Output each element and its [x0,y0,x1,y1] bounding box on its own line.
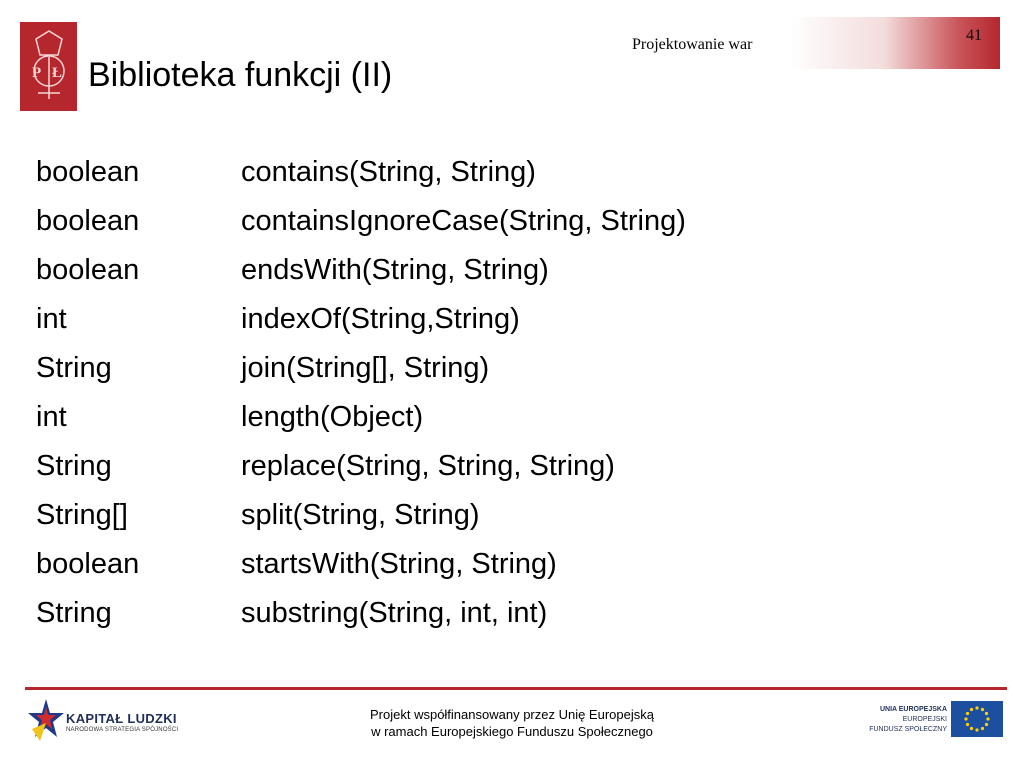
function-signature: split(String, String) [241,499,480,531]
eu-label-line-3: FUNDUSZ SPOŁECZNY [869,726,947,733]
return-type: int [36,401,67,433]
cofinancing-line-1: Projekt współfinansowany przez Unię Europejską [370,707,654,722]
return-type: int [36,303,67,335]
return-type: boolean [36,548,140,580]
function-signature: length(Object) [241,401,424,433]
course-label: Projektowanie war [632,36,753,53]
function-signature: contains(String, String) [241,156,536,188]
eu-label-line-1: UNIA EUROPEJSKA [879,706,947,713]
svg-text:P: P [31,64,41,81]
eu-flag-icon [951,701,1003,737]
function-signature: substring(String, int, int) [241,597,548,629]
pl-crest-icon [24,27,74,107]
function-signature: join(String[], String) [241,352,490,384]
slide-title: Biblioteka funkcji (II) [88,56,393,94]
cofinancing-line-2: w ramach Europejskiego Funduszu Społecznego [371,724,653,739]
return-type: String [36,352,112,384]
return-type: boolean [36,205,140,237]
svg-text:Ł: Ł [51,64,62,81]
slide-number: 41 [966,27,982,44]
return-type: String[] [36,499,128,531]
return-type: boolean [36,254,140,286]
kapital-ludzki-title: KAPITAŁ LUDZKI [66,711,177,726]
function-signature: replace(String, String, String) [241,450,615,482]
function-signature: containsIgnoreCase(String, String) [241,205,686,237]
university-logo [20,22,77,111]
eu-label-line-2: EUROPEJSKI [902,716,947,723]
function-signature: startsWith(String, String) [241,548,557,580]
function-signature: indexOf(String,String) [241,303,520,335]
return-type: boolean [36,156,140,188]
return-type: String [36,450,112,482]
function-signature: endsWith(String, String) [241,254,549,286]
return-type: String [36,597,112,629]
eu-fund-label [852,705,947,735]
footer-divider [25,687,1007,690]
kapital-ludzki-subtitle: NARODOWA STRATEGIA SPÓJNOŚCI [66,727,179,733]
